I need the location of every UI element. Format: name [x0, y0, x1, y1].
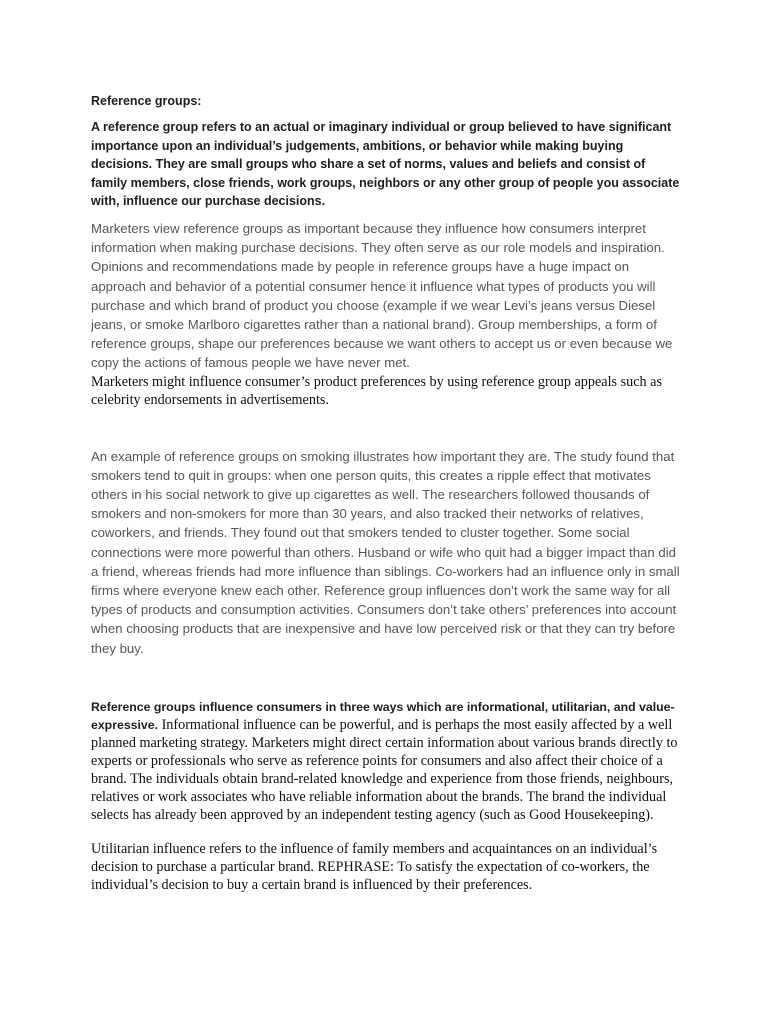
- marketers-influence-paragraph: Marketers might influence consumer’s product preferences by using reference group appeals such as celebrity endorsements in advertisements.: [91, 373, 662, 408]
- three-ways-lead: Reference groups influence consumers in three ways which are informational, utilitarian, and value-expressive.: [91, 699, 675, 732]
- document-page: [91, 92, 681, 894]
- marketers-view-paragraph: Marketers view reference groups as important because they influence how consumers interpret information when making purchase decisions. They often serve as our role models and inspiration. Opinions and recommendations made by people in reference groups have a huge impact on approach and behavior of a potential consumer hence it influence what types of products you will purchase and which brand of product you choose (example if we wear Levi’s jeans versus Diesel jeans, or smoke Marlboro cigarettes rather than a national brand). Group memberships, a form of reference groups, shape our preferences because we want others to accept us or even because we copy the actions of famous people we have never met.: [91, 220, 673, 371]
- page-title: Reference groups:: [91, 94, 202, 108]
- three-ways-body: Informational influence can be powerful, and is perhaps the most easily affected by a well planned marketing strategy. Marketers might direct certain information about various brands directly to experts or professionals who serve as reference points for consumers and also affect their choice of a brand. The individuals obtain brand-related knowledge and experience from those friends, neighbours, relatives or work associates who have reliable information about the brands. The brand the individual selects has already been approved by an independent testing agency (such as Good Housekeeping).: [91, 716, 678, 823]
- smoking-example-paragraph: An example of reference groups on smoking illustrates how important they are. The study found that smokers tend to quit in groups: when one person quits, this creates a ripple effect that motivates others in his social network to give up cigarettes as well. The researchers followed thousands of smokers and non-smokers for more than 30 years, and also tracked their networks of relatives, coworkers, and friends. They found out that smokers tended to cluster together. Some social connections were more powerful than others. Husband or wife who quit had a bigger impact than did a friend, whereas friends had more influence than siblings. Co-workers had an influence only in small firms where everyone knew each other. Reference group influences don’t work the same way for all types of products and consumption activities. Consumers don’t take others’ preferences into account when choosing products that are inexpensive and have low perceived risk or that they can try before they buy.: [91, 448, 680, 656]
- three-ways-paragraph: [91, 698, 681, 824]
- definition-paragraph: A reference group refers to an actual or imaginary individual or group believed to have significant importance upon an individual’s judgements, ambitions, or behavior while making buying decisions. They are small groups who share a set of norms, values and beliefs and consist of family members, close friends, work groups, neighbors or any other group of people you associate with, influence our purchase decisions.: [91, 120, 680, 209]
- utilitarian-paragraph: Utilitarian influence refers to the influence of family members and acquaintances on an individual’s decision to purchase a particular brand. REPHRASE: To satisfy the expectation of co-workers, the individual’s decision to buy a certain brand is influenced by their preferences.: [91, 840, 658, 893]
